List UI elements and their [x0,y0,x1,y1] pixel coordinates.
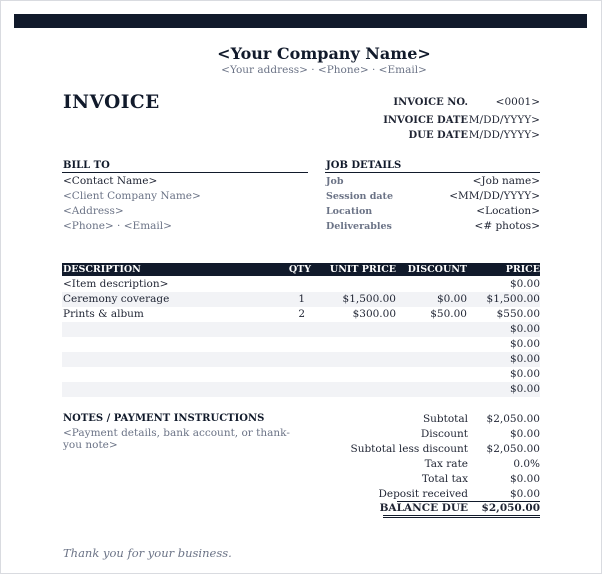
job-details-heading: JOB DETAILS [326,160,402,171]
row-qty: 1 [298,293,305,305]
job-label: Job [326,176,344,187]
subtotal-less-discount-label: Subtotal less discount [350,443,468,455]
row-price: $0.00 [509,338,540,350]
bill-to-contact-name: <Contact Name> [63,175,158,187]
row-unit-price: $1,500.00 [342,293,396,305]
bill-to-rule [62,172,308,173]
row-price: $0.00 [509,323,540,335]
invoice-date-label: INVOICE DATE [383,115,468,126]
job-value: <Job name> [472,175,540,187]
row-price: $1,500.00 [486,293,540,305]
notes-text: <Payment details, bank account, or thank-you note> [63,427,290,451]
col-discount: DISCOUNT [407,264,467,275]
table-row [62,337,540,352]
invoice-number-label: INVOICE NO. [393,97,468,108]
table-row [62,277,540,292]
balance-due-value: $2,050.00 [481,502,540,514]
col-price: PRICE [505,264,540,275]
bill-to-company: <Client Company Name> [63,190,201,202]
session-date-label: Session date [326,191,393,202]
location-label: Location [326,206,373,217]
total-tax-label: Total tax [421,473,468,485]
tax-rate-value: 0.0% [513,458,540,470]
job-details-rule [325,172,540,173]
header-bar [14,14,587,28]
thank-you-note: Thank you for your business. [63,546,232,560]
deliverables-value: <# photos> [474,220,540,232]
row-price: $0.00 [509,353,540,365]
table-row [62,322,540,337]
row-discount: $50.00 [430,308,467,320]
deliverables-label: Deliverables [326,221,392,232]
discount-label: Discount [420,428,468,440]
table-row [62,352,540,367]
tax-rate-label: Tax rate [424,458,468,470]
table-row [62,292,540,307]
deposit-received-value: $0.00 [509,488,540,500]
balance-bottom-rule [383,515,540,516]
col-qty: QTY [288,264,311,275]
row-description: Prints & album [63,308,144,320]
row-price: $550.00 [496,308,540,320]
company-name: <Your Company Name> [217,44,431,63]
total-tax-value: $0.00 [509,473,540,485]
deposit-received-label: Deposit received [378,488,468,500]
row-description: Ceremony coverage [63,293,170,305]
invoice-number-value: <0001> [495,96,540,108]
location-value: <Location> [476,205,540,217]
col-description: DESCRIPTION [63,264,141,275]
row-discount: $0.00 [436,293,467,305]
col-unit-price: UNIT PRICE [329,264,396,275]
balance-double-rule [383,517,540,518]
balance-due-label: BALANCE DUE [379,502,468,514]
invoice-date-value: M/DD/YYYY> [468,114,540,126]
bill-to-phone-email: <Phone> · <Email> [63,220,172,232]
bill-to-address: <Address> [63,205,124,217]
row-price: $0.00 [509,383,540,395]
discount-value: $0.00 [509,428,540,440]
session-date-value: <MM/DD/YYYY> [449,190,540,202]
table-row [62,307,540,322]
bill-to-heading: BILL TO [63,160,110,171]
row-unit-price: $300.00 [352,308,396,320]
subtotal-less-discount-value: $2,050.00 [486,443,540,455]
due-date-value: M/DD/YYYY> [468,129,540,141]
row-qty: 2 [298,308,305,320]
notes-heading: NOTES / PAYMENT INSTRUCTIONS [63,413,265,424]
row-description: <Item description> [63,278,169,290]
subtotal-value: $2,050.00 [486,413,540,425]
due-date-label: DUE DATE [408,130,468,141]
row-price: $0.00 [509,368,540,380]
row-price: $0.00 [509,278,540,290]
table-row [62,382,540,397]
subtotal-label: Subtotal [422,413,468,425]
company-contact-line: <Your address> · <Phone> · <Email> [221,64,427,76]
invoice-title: INVOICE [63,92,160,113]
table-row [62,367,540,382]
